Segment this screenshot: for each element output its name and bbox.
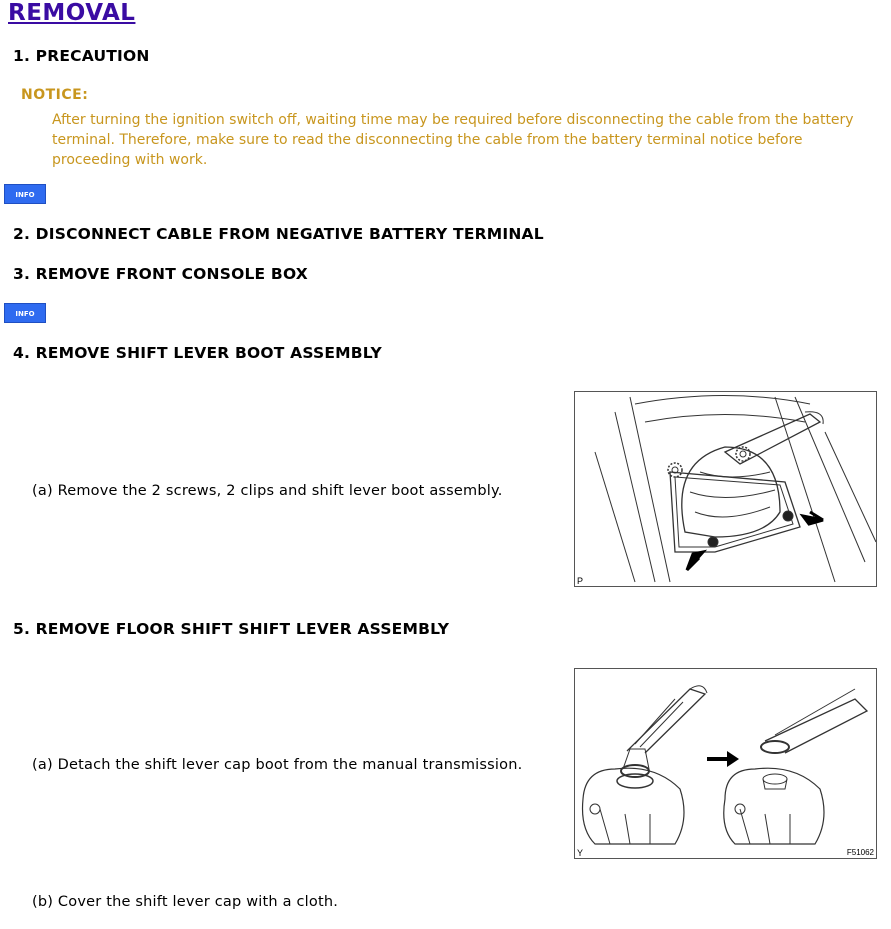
- step-1-heading: 1. PRECAUTION: [13, 47, 150, 65]
- step-5-substep-b: (b) Cover the shift lever cap with a cloth.: [32, 894, 339, 910]
- info-button-1[interactable]: INFO: [4, 184, 46, 204]
- figure-corner-label: Y: [577, 848, 584, 858]
- shift-lever-boot-figure: [574, 391, 877, 587]
- step-2-heading: 2. DISCONNECT CABLE FROM NEGATIVE BATTERY TERMINAL: [13, 225, 544, 243]
- shift-lever-cap-figure: [574, 668, 877, 859]
- figure-corner-label: P: [577, 576, 584, 586]
- step-5-substep-a: (a) Detach the shift lever cap boot from the manual transmission.: [32, 757, 523, 773]
- notice-text: After turning the ignition switch off, waiting time may be required before disconnecting the cable from the battery terminal. Therefore, make sure to read the disconnecting the cable from the battery terminal notice before proceeding with work.: [52, 112, 854, 168]
- shift-lever-cap-illustration: [575, 669, 876, 858]
- step-5-heading: 5. REMOVE FLOOR SHIFT SHIFT LEVER ASSEMBLY: [13, 620, 450, 638]
- info-button-2[interactable]: INFO: [4, 303, 46, 323]
- step-3-heading: 3. REMOVE FRONT CONSOLE BOX: [13, 265, 308, 283]
- page-title: REMOVAL: [8, 0, 136, 26]
- shift-lever-boot-illustration: [575, 392, 876, 586]
- step-4-heading: 4. REMOVE SHIFT LEVER BOOT ASSEMBLY: [13, 344, 382, 362]
- notice-label: NOTICE:: [21, 87, 89, 103]
- step-4-substep-a: (a) Remove the 2 screws, 2 clips and shift lever boot assembly.: [32, 483, 503, 499]
- figure-code-label: F51062: [846, 848, 874, 857]
